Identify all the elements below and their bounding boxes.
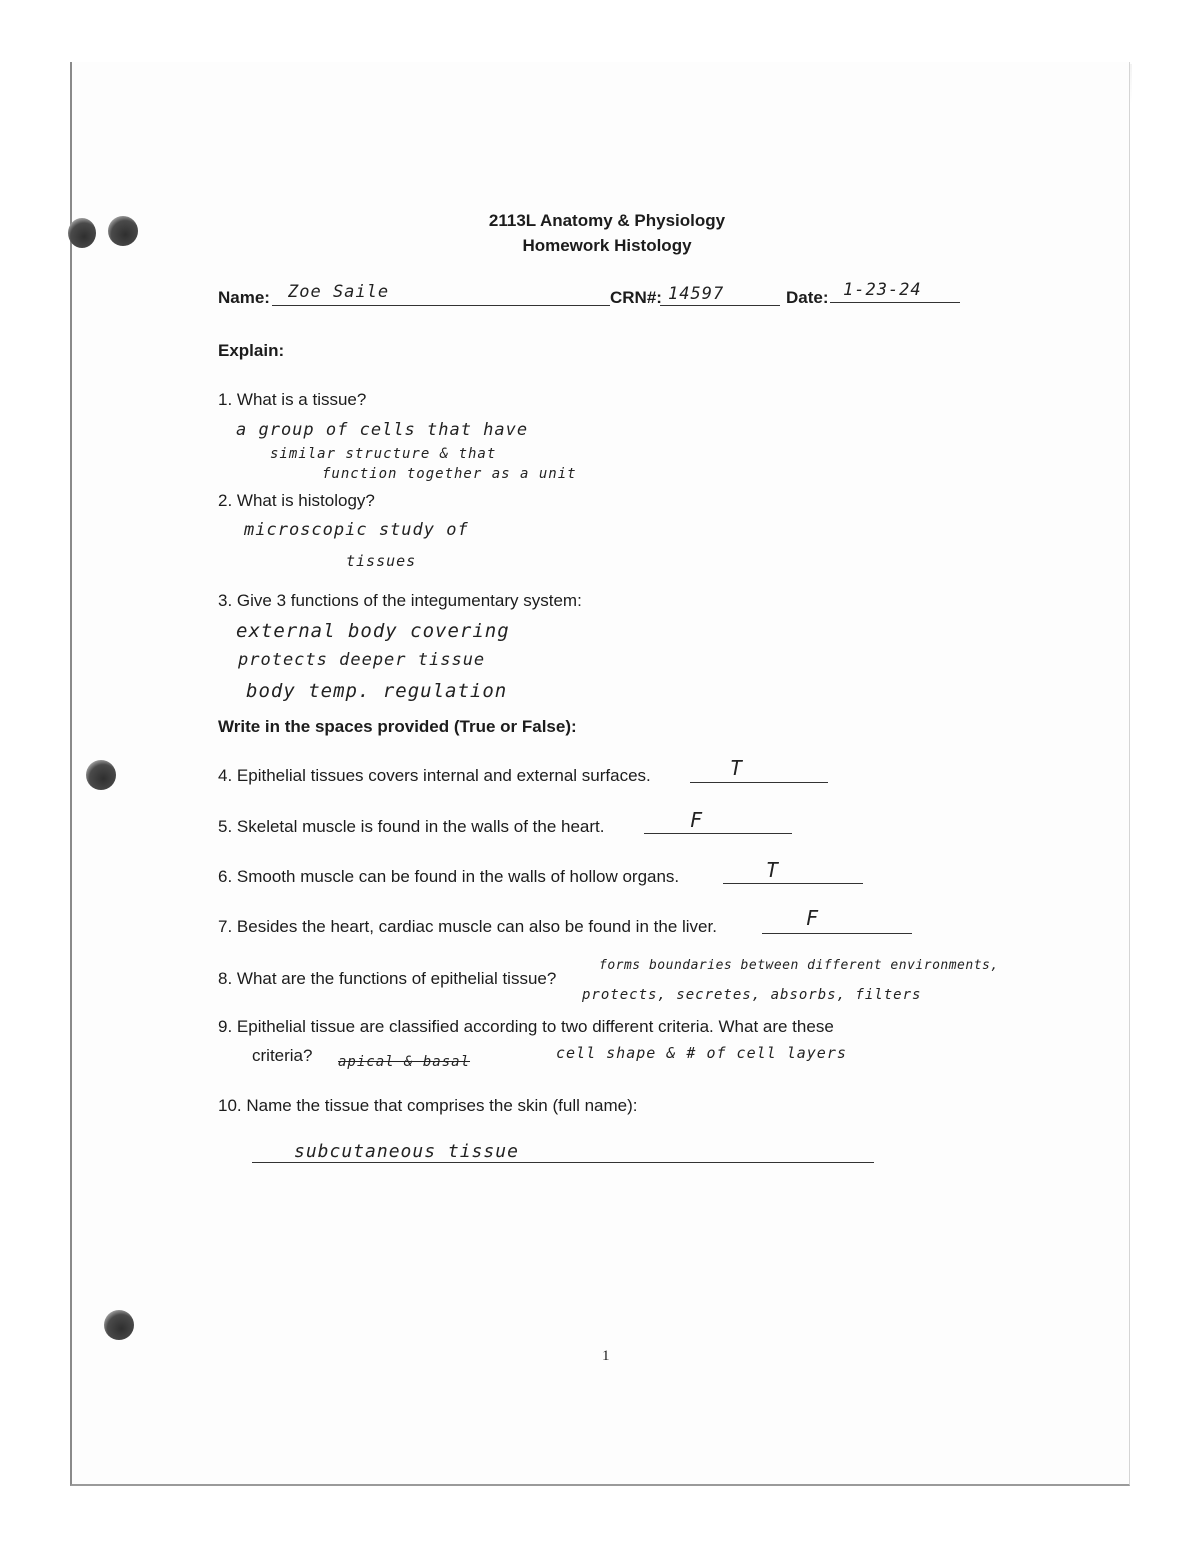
crn-label: CRN#: (610, 288, 662, 307)
answer-8-line-2[interactable]: protects, secretes, absorbs, filters (582, 987, 922, 1003)
answer-9[interactable]: cell shape & # of cell layers (556, 1044, 847, 1062)
question-4: 4. Epithelial tissues covers internal and external surfaces. (218, 766, 651, 785)
question-1: 1. What is a tissue? (218, 390, 367, 409)
name-line (272, 305, 610, 306)
answer-4[interactable]: T (730, 756, 744, 780)
punch-hole-top-left (68, 218, 96, 248)
date-value[interactable]: 1-23-24 (843, 280, 922, 300)
answer-6-line (723, 883, 863, 884)
homework-title: Homework Histology (522, 236, 692, 255)
answer-6[interactable]: T (766, 858, 780, 882)
answer-3-line-3[interactable]: body temp. regulation (246, 680, 508, 702)
answer-1-line-3[interactable]: function together as a unit (322, 466, 577, 482)
course-title: 2113L Anatomy & Physiology (488, 211, 726, 230)
punch-hole-bottom (104, 1310, 134, 1340)
answer-7[interactable]: F (806, 906, 820, 930)
true-false-heading: Write in the spaces provided (True or False): (218, 717, 577, 736)
punch-hole-middle (86, 760, 116, 790)
explain-heading: Explain: (218, 341, 285, 360)
question-6: 6. Smooth muscle can be found in the walls of hollow organs. (218, 867, 680, 886)
answer-8-line-1[interactable]: forms boundaries between different environments, (599, 958, 999, 973)
date-line (830, 302, 960, 303)
name-value[interactable]: Zoe Saile (288, 282, 390, 302)
answer-1-line-2[interactable]: similar structure & that (270, 446, 497, 462)
answer-5-line (644, 833, 792, 834)
question-2: 2. What is histology? (218, 491, 375, 510)
question-3: 3. Give 3 functions of the integumentary system: (218, 591, 582, 610)
answer-1-line-1[interactable]: a group of cells that have (236, 420, 529, 440)
crn-value[interactable]: 14597 (668, 284, 725, 304)
date-label: Date: (786, 288, 829, 307)
answer-2-line-1[interactable]: microscopic study of (244, 520, 469, 540)
answer-10[interactable]: subcutaneous tissue (294, 1141, 519, 1162)
page-number: 1 (602, 1348, 610, 1364)
question-10: 10. Name the tissue that comprises the skin (full name): (218, 1096, 638, 1115)
answer-7-line (762, 933, 912, 934)
answer-2-line-2[interactable]: tissues (346, 552, 417, 570)
answer-3-line-2[interactable]: protects deeper tissue (238, 650, 486, 670)
punch-hole-top (108, 216, 138, 246)
question-8: 8. What are the functions of epithelial tissue? (218, 969, 557, 988)
answer-9-struck[interactable]: apical & basal (338, 1054, 471, 1070)
answer-5[interactable]: F (690, 808, 704, 832)
question-7: 7. Besides the heart, cardiac muscle can also be found in the liver. (218, 917, 717, 936)
name-label: Name: (218, 288, 270, 307)
answer-10-line (252, 1162, 874, 1163)
answer-4-line (690, 782, 828, 783)
question-9-line-2: criteria? (252, 1046, 313, 1065)
question-9-line-1: 9. Epithelial tissue are classified according to two different criteria. What are these (218, 1017, 834, 1036)
question-5: 5. Skeletal muscle is found in the walls of the heart. (218, 817, 605, 836)
answer-3-line-1[interactable]: external body covering (236, 620, 510, 642)
crn-line (660, 305, 780, 306)
